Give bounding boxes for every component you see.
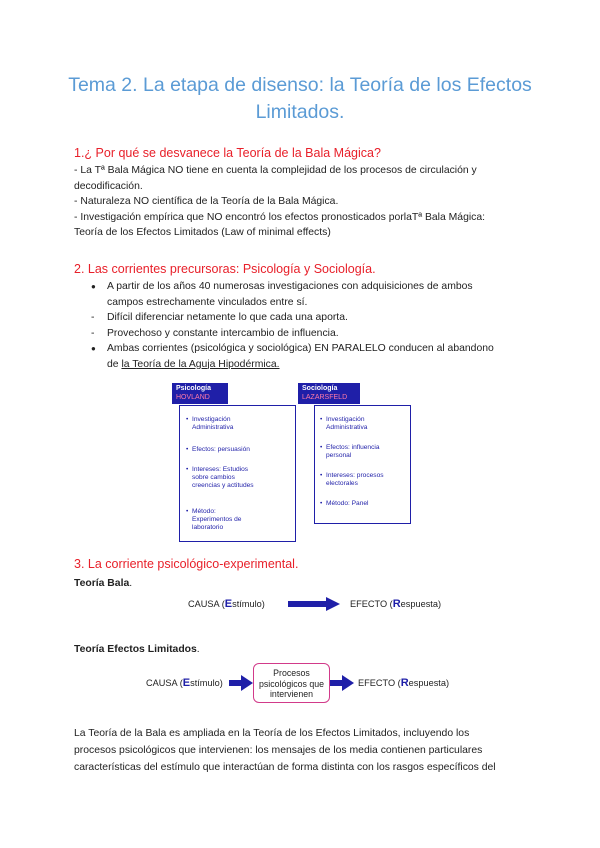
arrow-right-icon [229, 675, 253, 691]
paragraph-line-3: características del estímulo que interactúan de forma distinta con los rasgos específicos del [74, 762, 496, 773]
bullet-text: Difícil diferenciar netamente lo que cada una aporta. [107, 312, 348, 323]
causa-label-2: CAUSA (Estímulo) [146, 677, 223, 689]
bullet-marker: - [91, 312, 95, 323]
section3-heading: 3. La corriente psicológico-experimental. [74, 557, 299, 571]
bullet-item [91, 326, 339, 342]
arrow-right-icon [330, 675, 354, 691]
efecto-label-2: EFECTO (Respuesta) [358, 677, 450, 689]
paragraph-line-1: La Teoría de la Bala es ampliada en la Teoría de los Efectos Limitados, incluyendo los [74, 728, 470, 739]
panel-head-title: Sociología [302, 385, 338, 392]
panel-item: • Investigación Administrativa [186, 416, 233, 432]
bullet-item [91, 279, 473, 310]
causa-label: CAUSA (Estímulo) [188, 598, 265, 610]
section1-line-1: - La Tª Bala Mágica NO tiene en cuenta la complejidad de los procesos de circulación y [74, 165, 477, 176]
teoria-bala-label: Teoría Bala. [74, 578, 133, 589]
bullet-text: A partir de los años 40 numerosas investigaciones con adquisiciones de ambos [107, 281, 473, 292]
bullet-marker: ● [91, 344, 96, 353]
teoria-limitados-label: Teoría Efectos Limitados. [74, 644, 200, 655]
efecto-label: EFECTO (Respuesta) [350, 598, 442, 610]
section1-line-3: - Naturaleza NO científica de la Teoría de la Bala Mágica. [74, 196, 339, 207]
panel-head-sociologia [298, 383, 360, 404]
page-title: Tema 2. La etapa de disenso: la Teoría de los Efectos Limitados. [68, 74, 532, 123]
section2-heading: 2. Las corrientes precursoras: Psicología y Sociología. [74, 262, 376, 276]
bullet-marker: - [91, 327, 95, 339]
panel-item: • Método: Panel [320, 500, 369, 508]
procesos-box: Procesos psicológicos que intervienen [253, 663, 330, 703]
panel-item: • Investigación Administrativa [320, 416, 367, 432]
bullet-text [107, 357, 494, 373]
panel-head-subtitle: LAZARSFELD [302, 393, 348, 401]
section1-line-2: decodificación. [74, 180, 143, 192]
bullet-text: Ambas corrientes (psicológica y sociológica) EN PARALELO conducen al abandono [107, 343, 494, 354]
hipodermica-link[interactable]: la Teoría de la Aguja Hipodérmica. [121, 358, 280, 370]
section1-line-5: Teoría de los Efectos Limitados (Law of minimal effects) [74, 227, 331, 238]
arrow-right-icon [288, 597, 340, 611]
panel-item: • Efectos: persuasión [186, 446, 250, 454]
panel-item: • Efectos: influencia personal [320, 444, 380, 460]
panel-item: • Intereses: Estudios sobre cambios creencias y actitudes [186, 466, 254, 491]
bullet-marker: ● [91, 282, 96, 291]
panel-head-psicologia [172, 383, 228, 404]
panel-item: • Método: Experimentos de laboratorio [186, 508, 241, 533]
paragraph-line-2: procesos psicológicos que intervienen: los mensajes de los media contienen particulares [74, 745, 483, 756]
panel-sociologia [314, 405, 411, 524]
link-prefix: de [107, 358, 122, 370]
panel-item: • Intereses: procesos electorales [320, 472, 384, 488]
bullet-text: campos estrechamente vinculados entre sí. [107, 296, 308, 308]
panel-psicologia [179, 405, 296, 542]
section1-line-4: - Investigación empírica que NO encontró los efectos pronosticados porlaTª Bala Mágica: [74, 211, 486, 223]
bullet-text: Provechoso y constante intercambio de influencia. [107, 327, 339, 339]
bullet-item [91, 310, 348, 326]
panel-head-title: Psicología [176, 385, 212, 392]
panel-head-subtitle: HOVLAND [176, 393, 210, 401]
section1-heading: 1.¿ Por qué se desvanece la Teoría de la Bala Mágica? [74, 146, 381, 160]
bullet-item [91, 341, 494, 372]
